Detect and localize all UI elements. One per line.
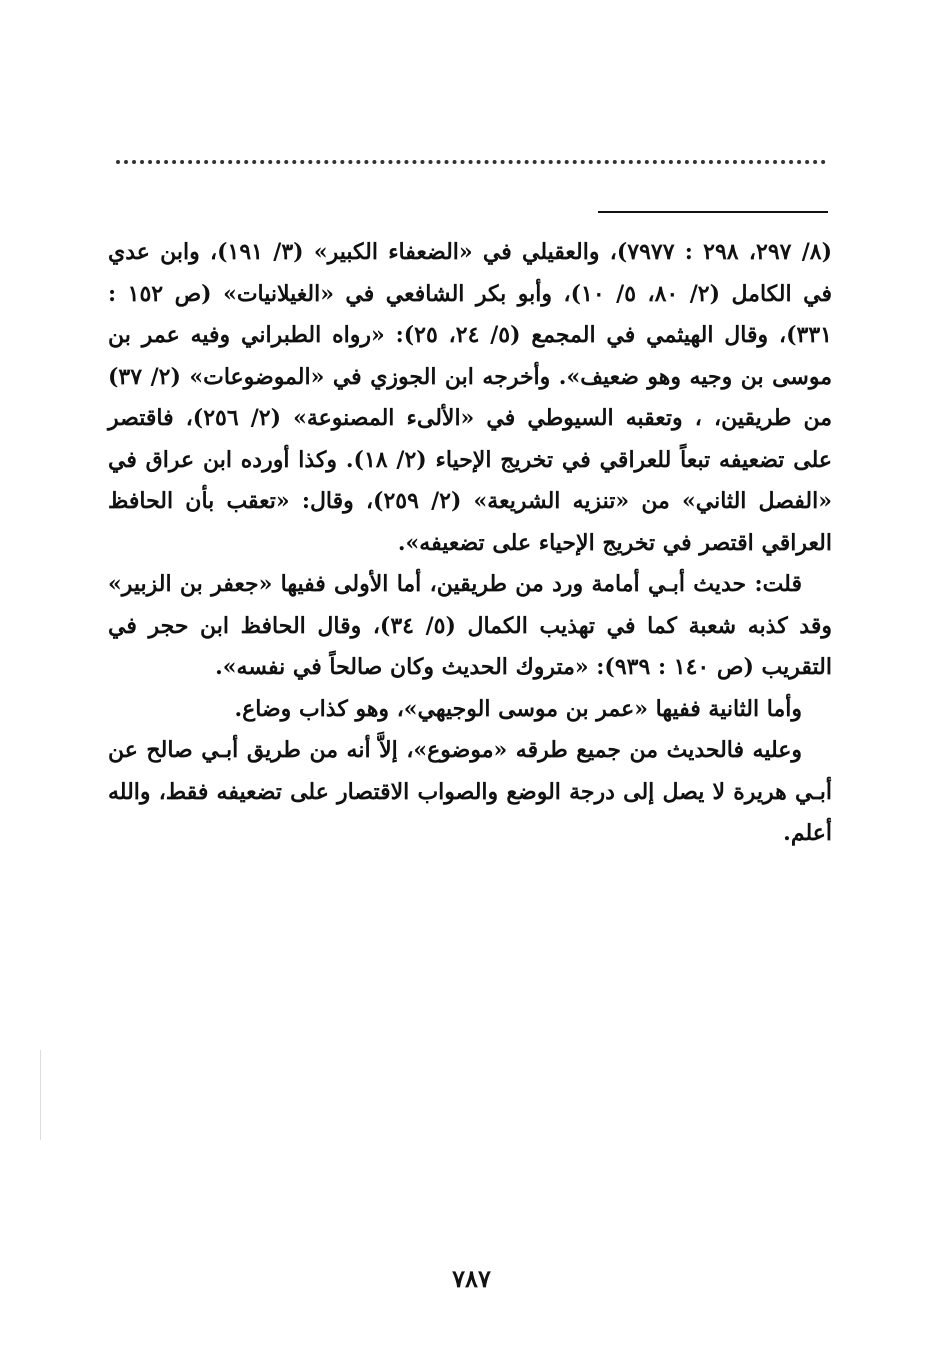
footnote-line: وتعقبه السيوطي في «الألىء المصنوعة» (٢/ ٢٥٦)، فاقتصر على تضعيفه تبعاً للعراقي	[108, 405, 832, 473]
body-line: وعليه فالحديث من جميع طرقه «موضوع»، إلاَّ أنه من طريق أبـي صالح عن	[108, 737, 802, 763]
margin-mark	[40, 1050, 41, 1140]
footnote-line: (٨/ ٢٩٧، ٢٩٨ : ٧٩٧٧)، والعقيلي في «الضعفاء الكبير» (٣/ ١٩١)، وابن عدي في	[108, 239, 833, 307]
body-line: أعلم.	[783, 820, 832, 846]
body-line: وقد كذبه شعبة كما في تهذيب الكمال (٥/ ٣٤)، وقال الحافظ ابن حجر في التقريب	[108, 612, 832, 680]
footnote-line: الكامل (٢/ ٨٠، ٥/ ١٠)، وأبو بكر الشافعي في «الغيلانيات» (ص ١٥٢ : ٣٣١)،	[108, 280, 832, 348]
body-line: وأما الثانية ففيها «عمر بن موسى الوجيهي»، وهو كذاب وضاع.	[234, 695, 802, 722]
footnote-line: الشريعة» (٢/ ٢٥٩)، وقال: «تعقب بأن الحافظ العراقي اقتصر في تخريج الإحياء	[108, 488, 832, 556]
footnote-line: وهو ضعيف». وأخرجه ابن الجوزي في «الموضوعات» (٢/ ٣٧) من طريقين، ،	[108, 363, 832, 431]
body-paragraph-qultu	[108, 564, 832, 689]
body-line: قلت: حديث أبـي أمامة ورد من طريقين، أما الأولى ففيها «جعفر بن الزبير»	[108, 571, 802, 597]
body-paragraph-conclusion	[108, 730, 832, 855]
dotted-separator	[116, 160, 826, 164]
text-block	[108, 232, 832, 855]
footnote-line: على تضعيفه».	[397, 529, 532, 556]
footnote-line: في تخريج الإحياء (٢/ ١٨). وكذا أورده ابن عراق في «الفصل الثاني» من «تنزيه	[108, 446, 832, 514]
body-line: أبـي هريرة لا يصل إلى درجة الوضع والصواب الاقتصار على تضعيفه فقط، والله	[108, 778, 832, 805]
body-paragraph-second-route	[108, 689, 832, 731]
body-line: (ص ١٤٠ : ٩٣٩): «متروك الحديث وكان صالحاً في نفسه».	[215, 654, 754, 680]
footnote-line: وقال الهيثمي في المجمع (٥/ ٢٤، ٢٥): «رواه الطبراني وفيه عمر بن موسى بن وجيه	[108, 322, 832, 390]
footnote-rule	[598, 211, 828, 213]
footnote-paragraph	[108, 232, 832, 564]
page-number: ٧٨٧	[452, 1264, 491, 1293]
